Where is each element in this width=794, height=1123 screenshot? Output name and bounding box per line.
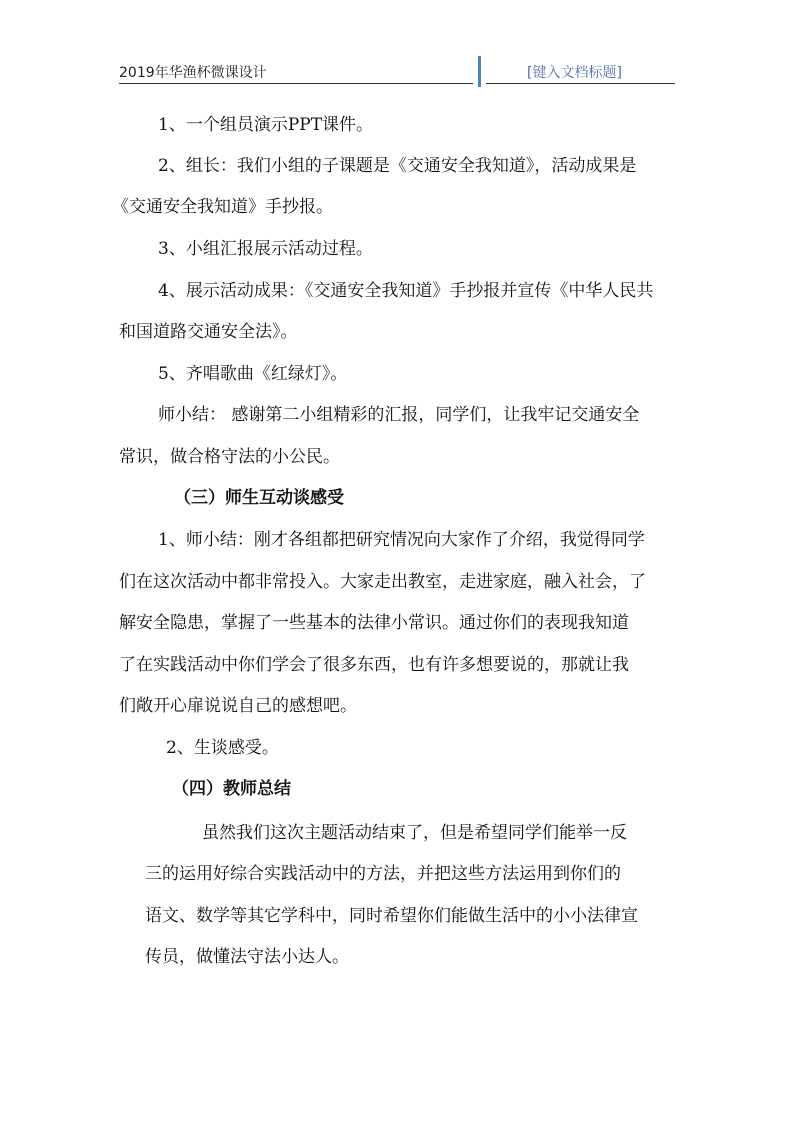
paragraph-line: 2、组长：我们小组的子课题是《交通安全我知道》，活动成果是 [158,156,637,176]
paragraph-line: 师小结： 感谢第二小组精彩的汇报，同学们，让我牢记交通安全 [158,405,640,425]
header-right-rule [486,83,675,84]
paragraph-line: 解安全隐患，掌握了一些基本的法律小常识。通过你们的表现我知道 [119,613,629,633]
paragraph-line: 和国道路交通安全法》。 [119,322,298,342]
section-heading: （三）师生互动谈感受 [174,488,344,508]
paragraph-line: 1、师小结：刚才各组都把研究情况向大家作了介绍，我觉得同学 [158,530,645,550]
paragraph-line: 传员，做懂法守法小达人。 [145,947,349,967]
header-divider-bar [478,56,481,87]
section-heading: （四）教师总结 [172,779,291,799]
paragraph-line: 语文、数学等其它学科中，同时希望你们能做生活中的小小法律宣 [145,906,638,926]
paragraph-line: 3、小组汇报展示活动过程。 [158,239,373,259]
paragraph-line: 5、齐唱歌曲《红绿灯》。 [158,364,348,384]
paragraph-line: 们在这次活动中都非常投入。大家走出教室，走进家庭，融入社会，了 [119,572,646,592]
header-left-rule [119,83,473,84]
paragraph-line: 《交通安全我知道》手抄报。 [112,197,333,217]
paragraph-line: 三的运用好综合实践活动中的方法，并把这些方法运用到你们的 [145,864,621,884]
header-document-title-placeholder[interactable]: [键入文档标题] [527,65,622,81]
paragraph-line: 们敞开心扉说说自己的感想吧。 [119,696,357,716]
paragraph-line: 2、生谈感受。 [166,738,279,758]
paragraph-line: 4、展示活动成果：《交通安全我知道》手抄报并宣传《中华人民共 [158,281,654,301]
paragraph-line: 了在实践活动中你们学会了很多东西，也有许多想要说的，那就让我 [119,655,629,675]
header-left-title: 2019年华渔杯微课设计 [119,65,267,81]
paragraph-line: 虽然我们这次主题活动结束了，但是希望同学们能举一反 [202,823,627,843]
paragraph-line: 1、一个组员演示PPT课件。 [158,115,374,135]
paragraph-line: 常识，做合格守法的小公民。 [119,447,340,467]
